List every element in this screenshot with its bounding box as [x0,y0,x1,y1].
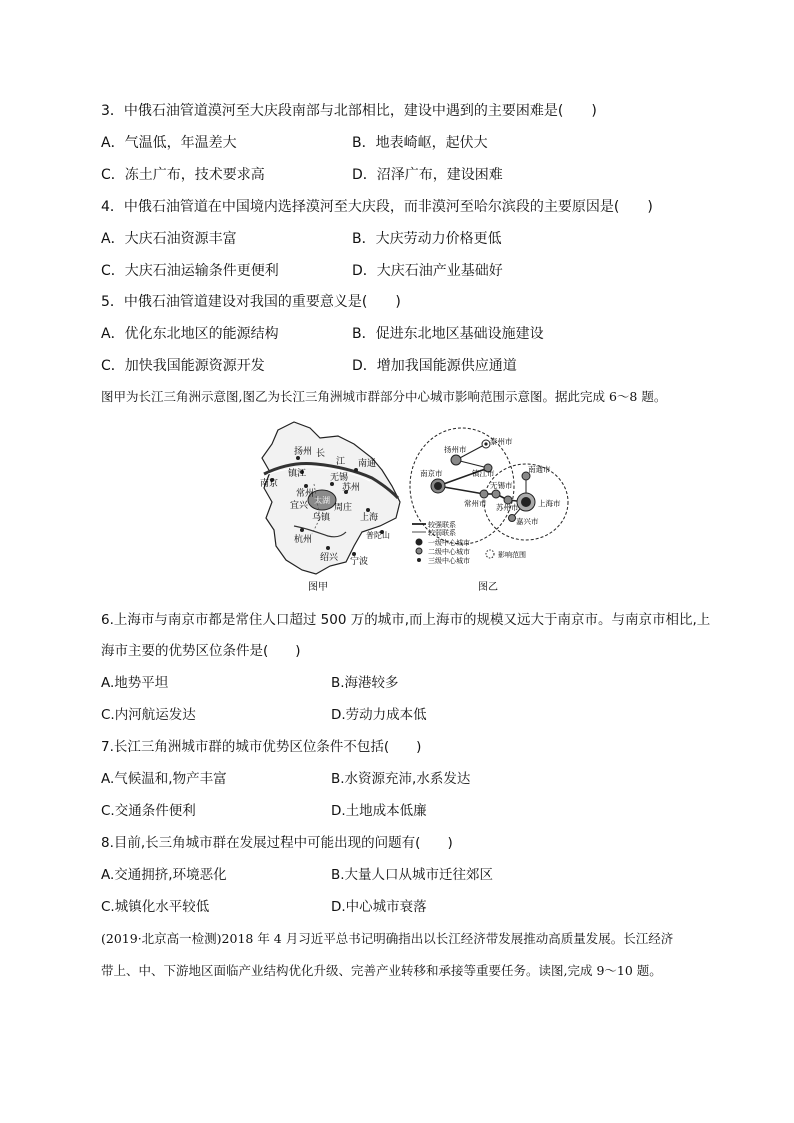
q6-stem-line2: 海市主要的优势区位条件是( ) [101,643,301,659]
map-b-label-suzhou: 苏州市 [496,503,519,512]
q7-option-d: D.土地成本低廉 [331,803,427,819]
map-a-label-jiang: 江 [336,457,346,467]
city-node-taizhou-core [484,442,487,445]
q7-option-b: B.水资源充沛,水系发达 [331,771,471,787]
legend-level3-swatch [417,558,421,562]
map-b [410,428,568,593]
map-b-label-shanghai: 上海市 [538,499,561,508]
map-a-label-shanghai: 上海 [360,513,379,523]
q8-option-a: A.交通拥挤,环境恶化 [101,867,227,883]
map-a [260,422,400,593]
map-a-label-changzhou: 常州 [296,489,315,499]
figure-svg [250,414,580,596]
city-node-nanjing-core [434,482,442,490]
map-a-label-zhenjiang: 镇江 [288,469,307,479]
legend-level1: 一级中心城市 [428,539,470,547]
city-node-yangzhou [451,455,461,465]
q8-option-d: D.中心城市衰落 [331,899,427,915]
q6-option-b: B.海港较多 [331,675,399,691]
intro-9-10-line2: 带上、中、下游地区面临产业结构优化升级、完善产业转移和承接等重要任务。读图,完成 9～10 题。 [101,963,662,978]
q4-stem: 4．中俄石油管道在中国境内选择漠河至大庆段，而非漠河至哈尔滨段的主要原因是( ) [101,199,653,215]
map-a-label-nantong: 南通 [358,459,377,469]
map-b-label-wuxi: 无锡市 [490,481,513,490]
map-a-label-wuxi: 无锡 [330,473,349,483]
map-a-label-shaoxing: 绍兴 [320,553,339,563]
map-b-label-changzhou: 常州市 [464,499,487,508]
q3-option-a: A．气温低，年温差大 [101,135,237,151]
q4-option-c: C．大庆石油运输条件更便利 [101,263,279,279]
map-a-label-taihu: 太湖 [314,496,330,505]
map-b-caption: 图乙 [478,582,498,593]
map-b-label-nantong: 南通市 [528,465,551,474]
q5-option-b: B．促进东北地区基础设施建设 [352,326,544,342]
q7-option-a: A.气候温和,物产丰富 [101,771,227,787]
q3-stem: 3．中俄石油管道漠河至大庆段南部与北部相比，建设中遇到的主要困难是( ) [101,103,597,119]
legend-range-swatch [486,550,494,558]
city-dot-shanghai [366,508,370,512]
q3-option-b: B．地表崎岖，起伏大 [352,135,488,151]
q5-option-c: C．加快我国能源资源开发 [101,358,265,374]
city-node-jiaxing [509,515,516,522]
map-b-label-taizhou: 泰州市 [490,437,513,446]
q7-option-c: C.交通条件便利 [101,803,196,819]
legend-weak-link: 较弱联系 [428,529,456,537]
q4-option-b: B．大庆劳动力价格更低 [352,231,502,247]
legend-strong-link: 较强联系 [428,521,456,529]
city-dot-shaoxing [326,546,330,550]
intro-6-8: 图甲为长江三角洲示意图,图乙为长江三角洲城市群部分中心城市影响范围示意图。据此完成 6～8 题。 [101,389,667,404]
city-node-wuxi [492,490,500,498]
map-b-label-nanjing: 南京市 [420,469,443,478]
q6-stem-line1: 6.上海市与南京市都是常住人口超过 500 万的城市,而上海市的规模又远大于南京市。与南京市相比,上 [101,612,711,628]
intro-9-10-line1: (2019·北京高一检测)2018 年 4 月习近平总书记明确指出以长江经济带发展推动高质量发展。长江经济 [101,931,674,946]
q6-option-d: D.劳动力成本低 [331,707,427,723]
q5-option-d: D．增加我国能源供应通道 [352,358,517,374]
q7-stem: 7.长江三角洲城市群的城市优势区位条件不包括( ) [101,739,422,755]
q6-option-a: A.地势平坦 [101,675,169,691]
map-a-label-yangzhou: 扬州 [294,447,313,457]
q8-option-c: C.城镇化水平较低 [101,899,210,915]
city-dot-changzhou [304,484,308,488]
map-a-label-zhouzhuang: 周庄 [334,503,353,513]
q5-stem: 5．中俄石油管道建设对我国的重要意义是( ) [101,294,401,310]
legend-level2: 二级中心城市 [428,548,470,556]
city-dot-hangzhou [300,528,304,532]
yangtze-delta-figure [250,414,580,596]
map-b-label-yangzhou: 扬州市 [444,445,467,454]
map-a-label-ningbo: 宁波 [350,557,369,567]
map-b-label-jiaxing: 嘉兴市 [516,517,539,526]
q8-stem: 8.目前,长三角城市群在发展过程中可能出现的问题有( ) [101,835,453,851]
map-b-legend [412,520,526,565]
legend-level3: 三级中心城市 [428,557,470,565]
map-a-label-chang: 长 [316,449,326,459]
map-a-label-nanjing: 南京 [260,479,279,489]
q6-option-c: C.内河航运发达 [101,707,196,723]
map-a-label-putuoshan: 普陀山 [366,531,390,540]
legend-level2-swatch [416,548,422,554]
map-a-label-wuzhen: 乌镇 [312,513,331,523]
q5-option-a: A．优化东北地区的能源结构 [101,326,279,342]
map-b-label-zhenjiang: 镇江市 [472,469,495,478]
map-a-caption: 图甲 [308,582,328,593]
legend-level1-swatch [416,539,423,546]
q4-option-d: D．大庆石油产业基础好 [352,263,503,279]
q8-option-b: B.大量人口从城市迁往郊区 [331,867,494,883]
q3-option-d: D．沼泽广布，建设困难 [352,167,503,183]
city-node-shanghai-core [521,497,531,507]
map-a-label-suzhou: 苏州 [342,483,361,493]
city-dot-ningbo [352,552,356,556]
q3-option-c: C．冻土广布，技术要求高 [101,167,265,183]
map-a-label-yixing: 宜兴 [290,501,309,511]
map-a-label-hangzhou: 杭州 [294,535,313,545]
q4-option-a: A．大庆石油资源丰富 [101,231,237,247]
legend-range: 影响范围 [498,551,526,559]
city-node-changzhou [480,490,488,498]
